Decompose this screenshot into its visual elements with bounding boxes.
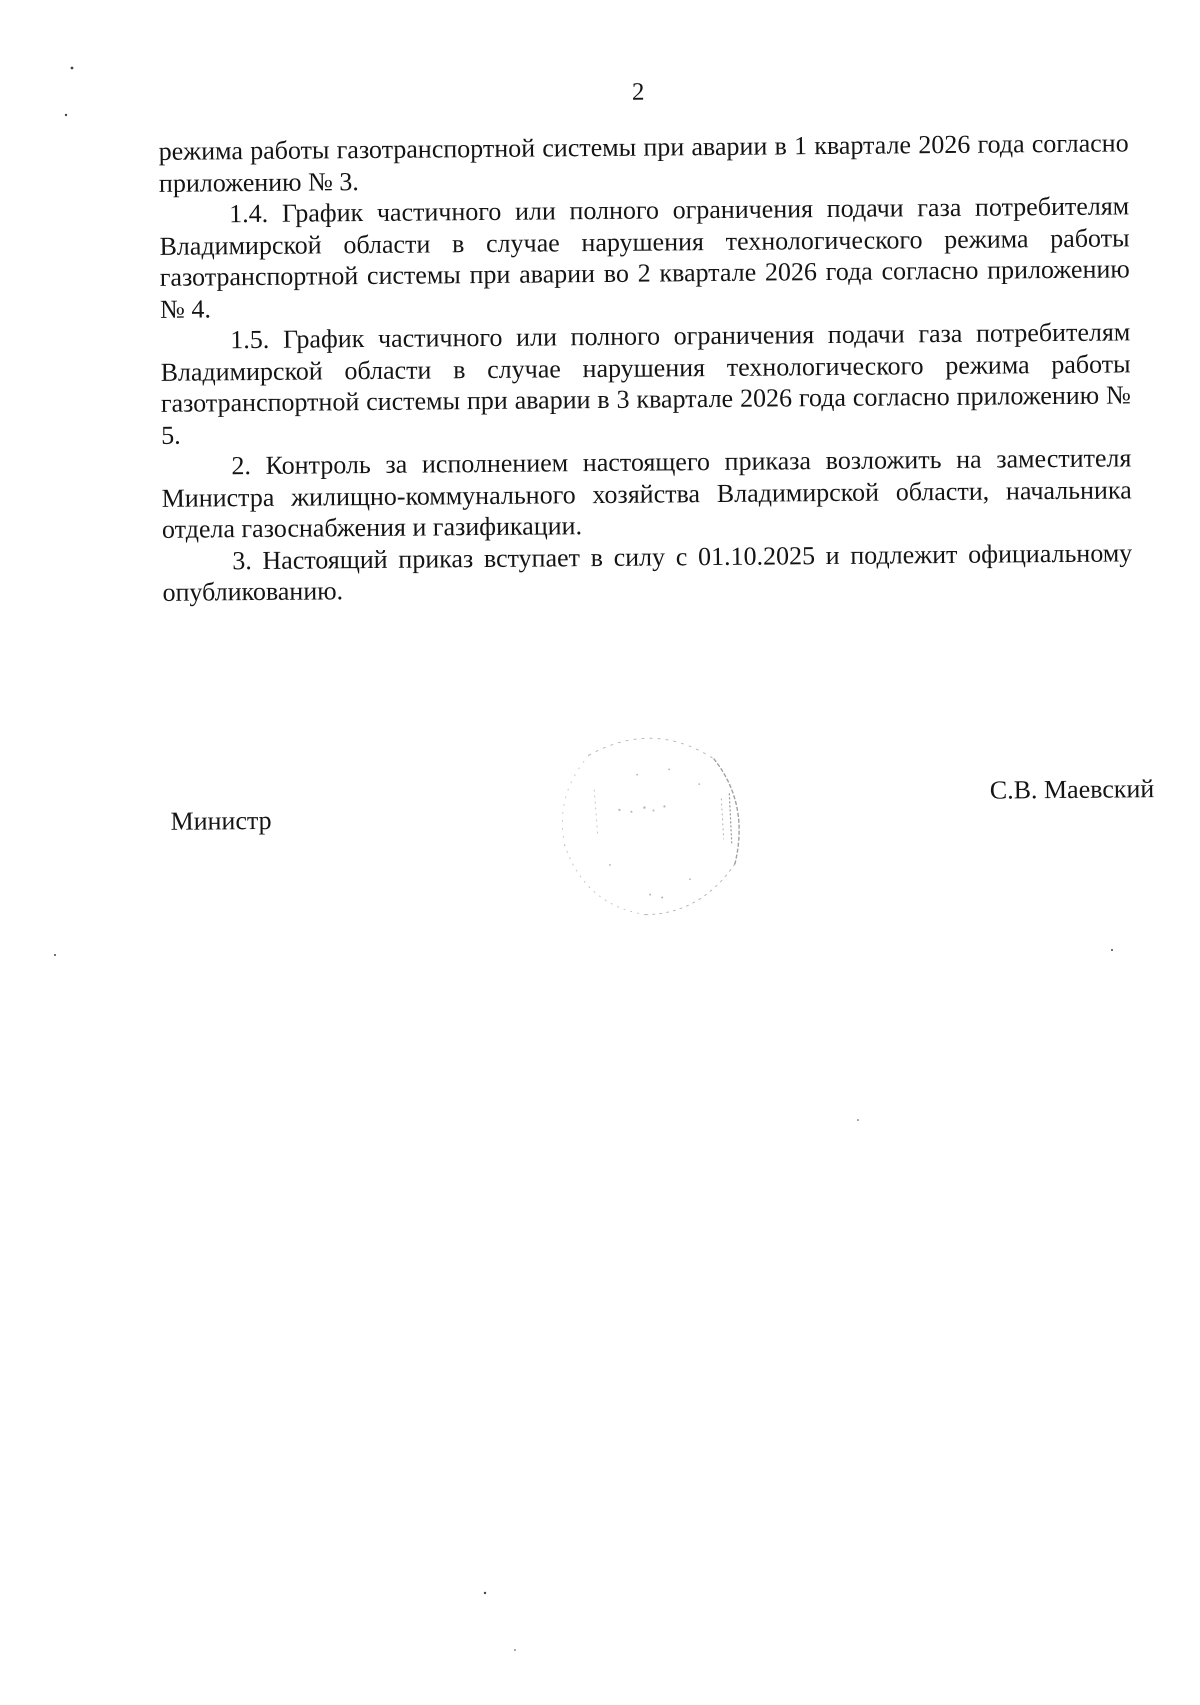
paragraph-item-3: 3. Настоящий приказ вступает в силу с 01.10.2025 и подлежит официальному опубликованию. [162,537,1133,607]
paragraph-item-1-5: 1.5. График частичного или полного ограничения подачи газа потребителям Владимирской области в случае нарушения технологического режима работы газотранспортной системы при аварии в 3 квартале 2026 года согласно приложению № 5. [160,317,1131,450]
paragraph-item-1-4: 1.4. График частичного или полного ограничения подачи газа потребителям Владимирской области в случае нарушения технологического режима работы газотранспортной системы при аварии во 2 квартале 2026 года согласно приложению № 4. [159,191,1130,324]
signature-block [164,774,1155,836]
page-number: 2 [631,78,645,106]
paragraph-item-2: 2. Контроль за исполнением настоящего приказа возложить на заместителя Министра жилищно-коммунального хозяйства Владимирской области, начальника отдела газоснабжения и газификации. [161,443,1132,544]
paragraph-continuation: режима работы газотранспортной системы при аварии в 1 квартале 2026 года согласно приложению № 3. [158,128,1129,198]
signer-title: Министр [170,805,272,836]
signer-name: С.В. Маевский [989,774,1155,805]
document-body [159,127,1133,608]
